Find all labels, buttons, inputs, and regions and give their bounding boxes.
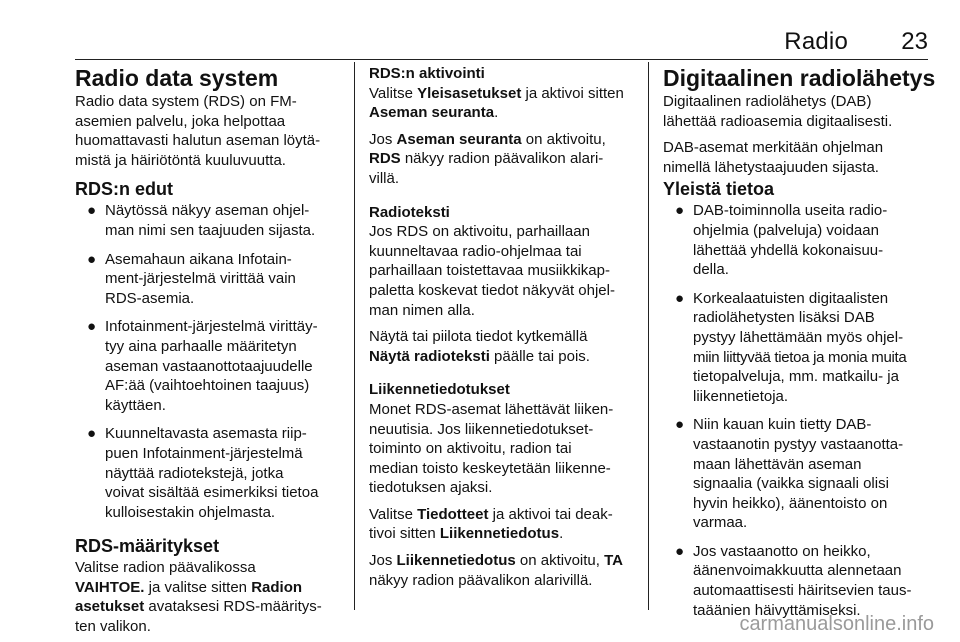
text-line: näkyy radion päävalikon alarivillä.	[369, 571, 593, 589]
text-line: Näytössä näkyy aseman ohjel-	[105, 202, 310, 220]
column-1	[75, 64, 347, 637]
text-fragment: Jos	[369, 130, 397, 148]
heading-traffic: Liikennetiedotukset	[369, 381, 510, 399]
text-line: ohjelmia (palveluja) voidaan	[693, 221, 879, 239]
list-item	[75, 250, 347, 309]
text-line: Infotainment-järjestelmä virittäy-	[105, 318, 318, 336]
text-line: villä.	[369, 169, 400, 187]
text-fragment: päälle tai pois.	[489, 347, 590, 365]
bullet-icon: ●	[87, 318, 97, 336]
heading-digital-radio: Digitaalinen radiolähetys	[663, 65, 936, 91]
text-line: man nimen alla.	[369, 301, 475, 319]
column-2	[369, 64, 641, 590]
bullet-icon: ●	[87, 250, 97, 268]
text-fragment: on aktivoitu,	[515, 552, 605, 570]
bullet-icon: ●	[87, 202, 97, 220]
list-item	[75, 424, 347, 522]
text-fragment: on aktivoitu,	[521, 130, 606, 148]
text-line: Valitse radion päävalikossa	[75, 559, 256, 577]
text-line: vastaanotin pystyy vastaanotta-	[693, 435, 904, 453]
text-fragment: ja aktivoi tai deak-	[488, 505, 613, 523]
bullet-icon: ●	[675, 542, 685, 560]
text-line: näyttää radiotekstejä, jotka	[105, 464, 284, 482]
text-line: tiedotuksen ajaksi.	[369, 479, 493, 497]
menu-term: asetukset	[75, 598, 145, 616]
paragraph-dab-intro	[663, 92, 938, 131]
text-line: Jos RDS on aktivoitu, parhaillaan	[369, 223, 590, 241]
page-header	[0, 0, 960, 60]
menu-term: Aseman seuranta	[396, 130, 522, 148]
text-line: Jos vastaanotto on heikko,	[693, 542, 871, 560]
text-fragment: .	[494, 104, 499, 122]
text-fragment: .	[559, 525, 564, 543]
menu-term: VAIHTOE.	[75, 578, 145, 596]
paragraph-traffic	[369, 400, 641, 498]
text-line: della.	[693, 261, 729, 279]
text-line: ten valikon.	[75, 618, 151, 636]
heading-radiotext: Radioteksti	[369, 203, 450, 221]
text-fragment: Jos	[369, 552, 397, 570]
text-line: radiolähetysten lisäksi DAB	[693, 309, 875, 327]
list-item	[75, 317, 347, 415]
paragraph-activation-status	[369, 130, 641, 189]
text-line: signaalia (vaikka signaali olisi	[693, 475, 889, 493]
menu-term: RDS	[369, 150, 401, 168]
menu-term: TA	[604, 552, 623, 570]
text-line: RDS-asemia.	[105, 289, 195, 307]
text-line: ment-järjestelmä virittää vain	[105, 270, 296, 288]
list-item	[663, 542, 938, 620]
paragraph-traffic-toggle	[369, 505, 641, 544]
menu-term: Radion	[251, 578, 303, 596]
paragraph-traffic-status	[369, 551, 641, 590]
column-divider	[354, 62, 355, 610]
paragraph-rds-settings	[75, 558, 347, 636]
text-fragment: ja aktivoi sitten	[521, 84, 624, 102]
text-line: lähettää yhdellä kokonaisuu-	[693, 241, 884, 259]
text-line: liikennetietoja.	[693, 387, 789, 405]
text-line: man nimi sen taajuuden sijasta.	[105, 221, 316, 239]
paragraph-dab-names	[663, 138, 938, 177]
text-line: lähettää radioasemia digitaalisesti.	[663, 112, 893, 130]
page-number: 23	[901, 28, 928, 55]
heading-radio-data-system: Radio data system	[75, 65, 279, 91]
text-line: mistä ja häiriötöntä kuuluvuutta.	[75, 151, 286, 169]
paragraph-radiotext	[369, 222, 641, 320]
menu-term: Liikennetiedotus	[396, 552, 516, 570]
text-line: voivat sisältää esimerkiksi tietoa	[105, 484, 319, 502]
column-divider	[648, 62, 649, 610]
bullet-icon: ●	[675, 289, 685, 307]
text-line: Korkealaatuisten digitaalisten	[693, 289, 889, 307]
text-line: asemien palvelu, joka helpottaa	[75, 112, 286, 130]
menu-term: Tiedotteet	[417, 505, 489, 523]
text-line: toiminto on aktivoitu, radion tai	[369, 440, 572, 458]
text-line: taäänien häivyttämiseksi.	[693, 601, 861, 619]
paragraph-rds-intro	[75, 92, 347, 170]
bullet-icon: ●	[675, 202, 685, 220]
text-line: kuunneltavaa radio-ohjelmaa tai	[369, 242, 582, 260]
list-item	[75, 201, 347, 240]
dab-info-list	[663, 201, 938, 620]
heading-rds-benefits: RDS:n edut	[75, 179, 173, 200]
text-fragment: Valitse	[369, 84, 418, 102]
menu-term: Näytä radioteksti	[369, 347, 490, 365]
menu-term: Liikennetiedotus	[439, 525, 560, 543]
text-line: Kuunneltavasta asemasta riip-	[105, 425, 307, 443]
text-line: DAB-toiminnolla useita radio-	[693, 202, 888, 220]
text-line: huomattavasti halutun aseman löytä-	[75, 132, 321, 150]
list-item	[663, 201, 938, 279]
text-line: automaattisesti häiritsevien taus-	[693, 582, 912, 600]
list-item	[663, 415, 938, 533]
text-line: miin liittyvää tietoa ja monia muita	[693, 348, 907, 366]
text-fragment: Valitse	[369, 505, 418, 523]
text-line: parhaillaan toistettavaa musiikkikap-	[369, 262, 610, 280]
bullet-icon: ●	[675, 416, 685, 434]
menu-term: Aseman seuranta	[369, 104, 495, 122]
text-line: aseman vastaanottotaajuudelle	[105, 357, 313, 375]
text-line: käyttäen.	[105, 396, 166, 414]
text-line: kulloisestakin ohjelmasta.	[105, 503, 276, 521]
menu-term: Yleisasetukset	[417, 84, 522, 102]
header-rule	[75, 59, 928, 60]
column-3	[663, 64, 938, 629]
text-line: Niin kauan kuin tietty DAB-	[693, 416, 872, 434]
text-fragment: tivoi sitten	[369, 525, 440, 543]
text-line: maan lähettävän aseman	[693, 455, 862, 473]
text-line: Näytä tai piilota tiedot kytkemällä	[369, 328, 588, 346]
section-title: Radio	[784, 28, 848, 55]
text-line: Radio data system (RDS) on FM-	[75, 93, 297, 110]
text-fragment: avataksesi RDS-määritys-	[144, 598, 322, 616]
bullet-icon: ●	[87, 425, 97, 443]
watermark: carmanualsonline.info	[739, 613, 934, 635]
heading-general-info: Yleistä tietoa	[663, 179, 775, 200]
heading-rds-activation: RDS:n aktivointi	[369, 65, 485, 82]
text-line: puen Infotainment-järjestelmä	[105, 444, 303, 462]
text-fragment: näkyy radion päävalikon alari-	[400, 150, 604, 168]
text-line: Asemahaun aikana Infotain-	[105, 250, 292, 268]
text-line: median toisto keskeytetään liikenne-	[369, 459, 611, 477]
text-line: Monet RDS-asemat lähettävät liiken-	[369, 400, 614, 418]
text-line: varmaa.	[693, 514, 748, 532]
text-line: Digitaalinen radiolähetys (DAB)	[663, 93, 872, 110]
benefits-list	[75, 201, 347, 522]
text-line: tietopalveluja, mm. matkailu- ja	[693, 368, 899, 386]
text-line: tyy aina parhaalle määritetyn	[105, 337, 297, 355]
text-line: neuutisia. Jos liikennetiedotukset-	[369, 420, 594, 438]
text-line: paletta koskevat tiedot näkyvät ohjel-	[369, 281, 615, 299]
list-item	[663, 289, 938, 407]
text-line: AF:ää (vaihtoehtoinen taajuus)	[105, 377, 310, 395]
text-line: hyvin heikko), äänentoisto on	[693, 494, 888, 512]
text-line: DAB-asemat merkitään ohjelman	[663, 139, 884, 157]
text-line: nimellä lähetystaajuuden sijasta.	[663, 158, 879, 176]
paragraph-activation	[369, 84, 641, 123]
heading-rds-settings: RDS-määritykset	[75, 536, 220, 557]
text-line: pystyy lähettämään myös ohjel-	[693, 328, 904, 346]
text-fragment: ja valitse sitten	[144, 578, 252, 596]
text-line: äänenvoimakkuutta alennetaan	[693, 562, 902, 580]
paragraph-radiotext-toggle	[369, 327, 641, 366]
